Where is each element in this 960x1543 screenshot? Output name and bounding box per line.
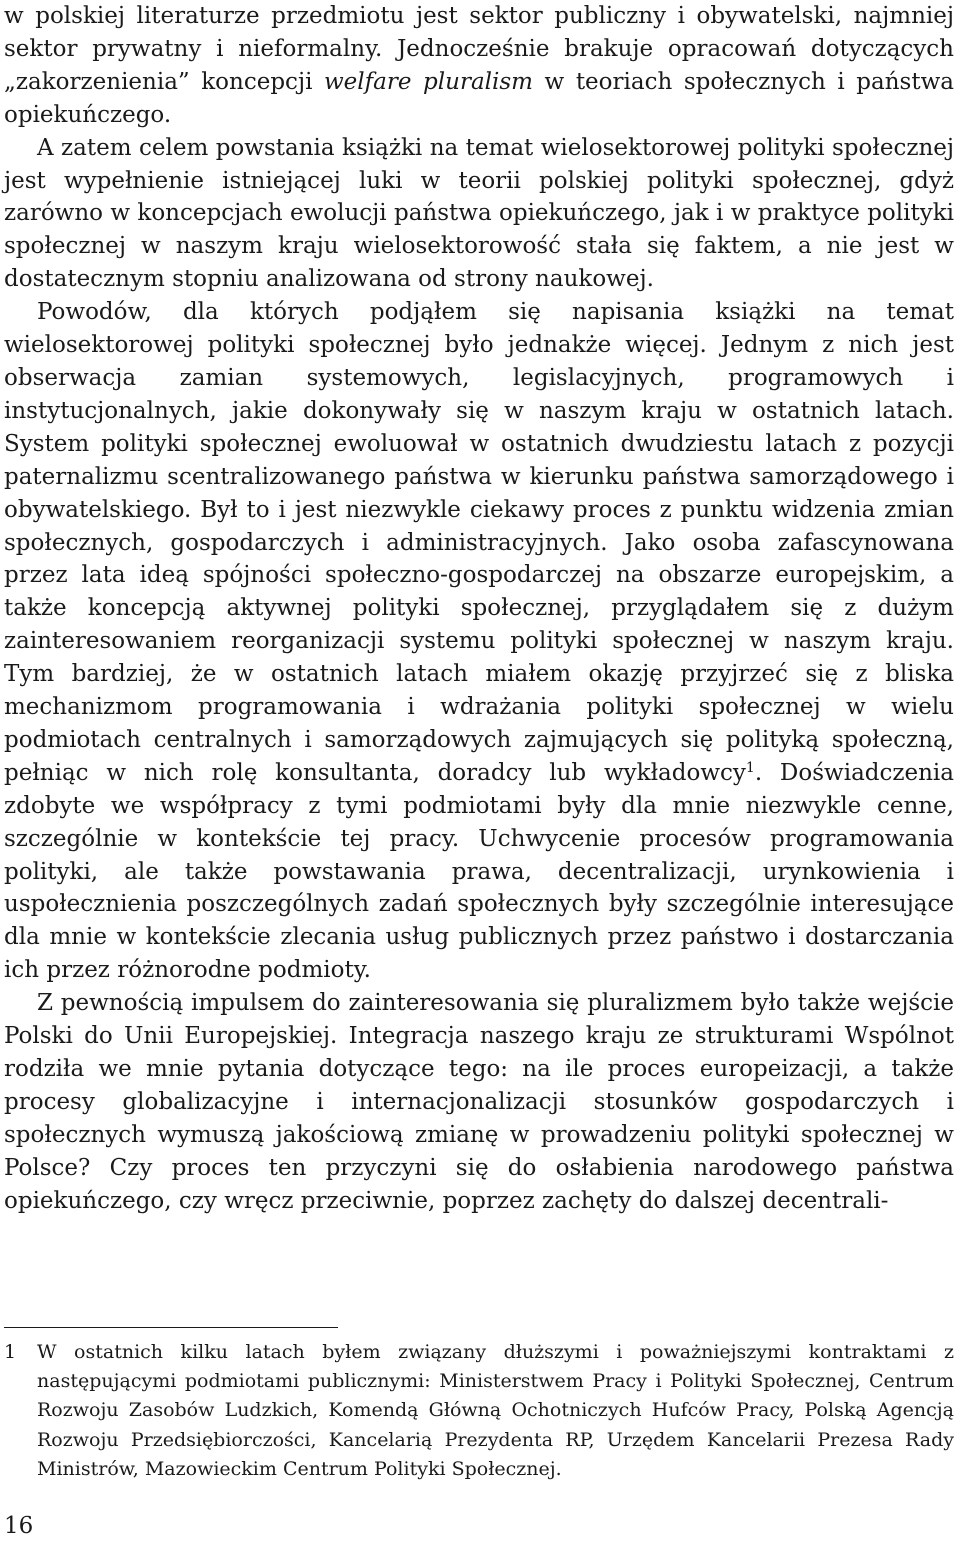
text-run: w teoriach społecznych i państwa opiekuńczego.	[4, 68, 954, 128]
text-run: Z pewnością impulsem do zainteresowania się pluralizmem było także wejście Polski do Unii Europejskiej. Integracja naszego kraju ze strukturami Wspólnot rodziła we mnie pytania dotyczące tego: na ile proces europeizacji, a także procesy globalizacyjne i internacjonalizacji stosunków gospodarczych i społecznych wymuszą jakościową zmianę w prowadzeniu polityki społecznej w Polsce? Czy proces ten przyczyni się do osłabienia narodowego państwa opiekuńczego, czy wręcz przeciwnie, poprzez zachęty do dalszej decentrali-	[4, 990, 954, 1214]
paragraph	[4, 0, 954, 132]
page-number: 16	[4, 1513, 34, 1539]
text-run: . Doświadczenia zdobyte we współpracy z tymi podmiotami były dla mnie niezwykle cenne, szczególnie w kontekście tej pracy. Uchwycenie procesów programowania polityki, ale także powstawania prawa, decentralizacji, urynkowienia i uspołecznienia poszczególnych zadań społecznych były szczególnie interesujące dla mnie w kontekście zlecania usług publicznych przez państwo i dostarczania ich przez różnorodne podmioty.	[4, 759, 954, 984]
footnote-text: W ostatnich kilku latach byłem związany dłuższymi i poważniejszymi kontraktami z następującymi podmiotami publicznymi: Ministerstwem Pracy i Polityki Społecznej, Centrum Rozwoju Zasobów Ludzkich, Komendą Główną Ochotniczych Hufców Pracy, Polską Agencją Rozwoju Przedsiębiorczości, Kancelarią Prezydenta RP, Urzędem Kancelarii Prezesa Rady Ministrów, Mazowieckim Centrum Polityki Społecznej.	[37, 1341, 954, 1480]
footnote	[4, 1338, 954, 1484]
paragraph	[4, 987, 954, 1217]
footnote-number: 1	[4, 1341, 17, 1363]
main-text	[4, 0, 954, 1218]
italic-term: welfare pluralism	[324, 68, 533, 95]
paragraph	[4, 132, 954, 297]
text-run: Powodów, dla których podjąłem się napisania książki na temat wielosektorowej polityki społecznej było jednakże więcej. Jednym z nich jest obserwacja zamian systemowych, legislacyjnych, programowych i instytucjonalnych, jakie dokonywały się w naszym kraju w ostatnich latach. System polityki społecznej ewoluował w ostatnich dwudziestu latach z pozycji paternalizmu scentralizowanego państwa w kierunku państwa samorządowego i obywatelskiego. Był to i jest niezwykle ciekawy proces z punktu widzenia zmian społecznych, gospodarczych i administracyjnych. Jako osoba zafascynowana przez lata ideą spójności społeczno-gospodarczej na obszarze europejskim, a także koncepcją aktywnej polityki społecznej, przyglądałem się z dużym zainteresowaniem reorganizacji systemu polityki społecznej w naszym kraju. Tym bardziej, że w ostatnich latach miałem okazję przyjrzeć się z bliska mechanizmom programowania i wdrażania polityki społecznej w wielu podmiotach centralnych i samorządowych zajmujących się polityką społeczną, pełniąc w nich rolę konsultanta, doradcy lub wykładowcy	[4, 299, 954, 786]
text-run: A zatem celem powstania książki na temat wielosektorowej polityki społecznej jest wypełnienie istniejącej luki w teorii polskiej polityki społecznej, gdyż zarówno w koncepcjach ewolucji państwa opiekuńczego, jak i w praktyce polityki społecznej w naszym kraju wielosektorowość stała się faktem, a nie jest w dostatecznym stopniu analizowana od strony naukowej.	[4, 134, 954, 293]
footnote-reference: 1	[745, 759, 755, 776]
footnote-divider	[4, 1327, 338, 1328]
text-run: w polskiej literaturze przedmiotu jest sektor publiczny i obywatelski, najmniej sektor prywatny i nieformalny. Jednocześnie brakuje opracowań dotyczących „zakorzenienia” koncepcji	[4, 3, 954, 95]
paragraph	[4, 296, 954, 987]
